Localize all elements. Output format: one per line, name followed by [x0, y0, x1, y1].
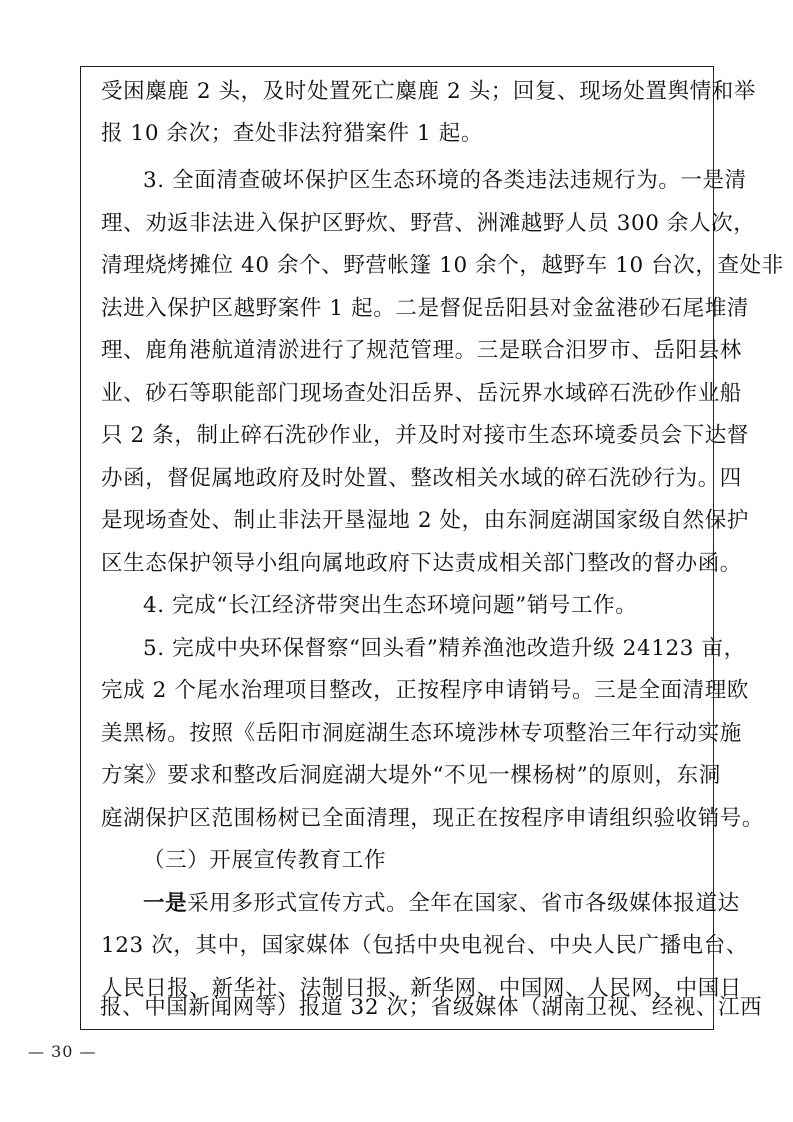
text-line: 报 10 余次；查处非法狩猎案件 1 起。	[101, 121, 483, 146]
bold-lead: 一是	[143, 891, 188, 916]
text-line: 理、鹿角港航道清淤进行了规范管理。三是联合汨罗市、岳阳县林	[101, 338, 742, 363]
text-line: 5. 完成中央环保督察“回头看”精养渔池改造升级 24123 亩，	[143, 636, 746, 661]
text-line: 人民日报、新华社、法制日报、新华网、中国网、人民网、中国日	[101, 976, 742, 1001]
text-line: 庭湖保护区范围杨树已全面清理，现正在按程序申请组织验收销号。	[101, 806, 765, 831]
text-line: 受困麋鹿 2 头，及时处置死亡麋鹿 2 头；回复、现场处置舆情和举	[101, 79, 756, 104]
text-line: 理、劝返非法进入保护区野炊、野营、洲滩越野人员 300 余人次，	[101, 211, 756, 236]
text-line: 办函，督促属地政府及时处置、整改相关水域的碎石洗砂行为。四	[101, 466, 742, 491]
text-line: 只 2 条，制止碎石洗砂作业，并及时对接市生态环境委员会下达督	[101, 423, 749, 448]
text-line: 是现场查处、制止非法开垦湿地 2 处，由东洞庭湖国家级自然保护	[101, 508, 749, 533]
text-line: 报、中国新闻网等）报道 32 次；省级媒体（湖南卫视、经视、江西	[100, 995, 763, 1020]
text-span: 采用多形式宣传方式。全年在国家、省市各级媒体报道达	[187, 891, 740, 916]
text-line: 美黑杨。按照《岳阳市洞庭湖生态环境涉林专项整治三年行动实施	[101, 721, 742, 746]
text-line: 123 次，其中，国家媒体（包括中央电视台、中央人民广播电台、	[101, 933, 748, 958]
text-line: 3. 全面清查破坏保护区生态环境的各类违法违规行为。一是清	[143, 168, 747, 193]
text-line: 区生态保护领导小组向属地政府下达责成相关部门整改的督办函。	[101, 551, 742, 576]
text-line: 完成 2 个尾水治理项目整改，正按程序申请销号。三是全面清理欧	[101, 678, 749, 703]
text-line: 方案》要求和整改后洞庭湖大堤外“不见一棵杨树”的原则，东洞	[101, 763, 721, 788]
text-line: 法进入保护区越野案件 1 起。二是督促岳阳县对金盆港砂石尾堆清	[101, 296, 749, 321]
text-line: 4. 完成“长江经济带突出生态环境问题”销号工作。	[143, 593, 638, 618]
document-frame	[80, 66, 784, 1030]
text-line: 清理烧烤摊位 40 余个、野营帐篷 10 余个，越野车 10 台次，查处非	[101, 253, 784, 278]
page-number: — 30 —	[28, 1042, 97, 1061]
section-heading: （三）开展宣传教育工作	[143, 848, 387, 873]
text-line: 业、砂石等职能部门现场查处汨岳界、岳沅界水域碎石洗砂作业船	[101, 381, 742, 406]
text-line	[143, 883, 740, 925]
